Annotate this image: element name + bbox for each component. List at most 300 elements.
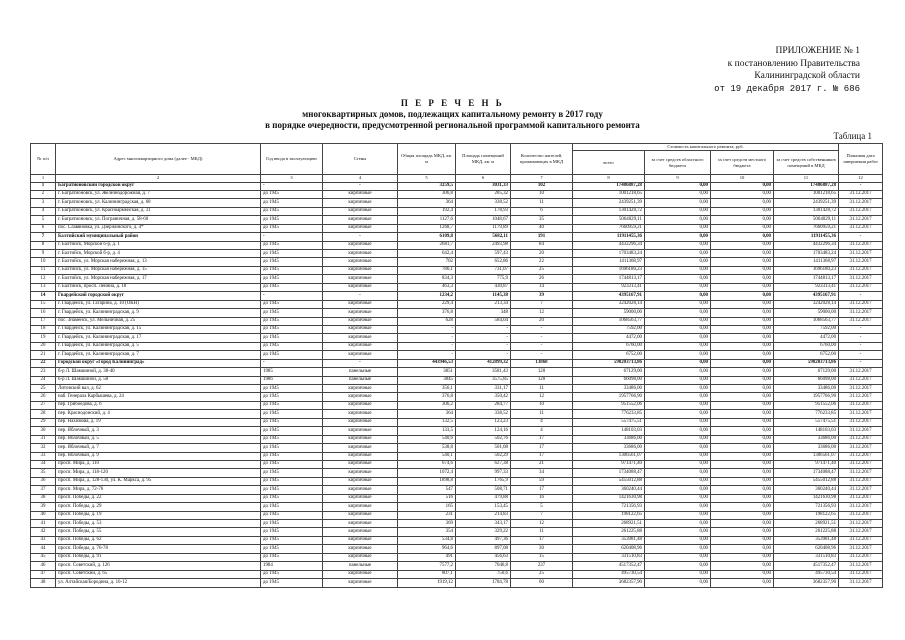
cell-regional: 0,00 (645, 190, 711, 198)
cell-area: 364 (398, 199, 456, 207)
cell-area: 3259,5 (398, 182, 456, 190)
cell-owners: 951552,06 (774, 401, 839, 409)
column-number: 7 (511, 175, 573, 183)
cell-total: 66098,00 (573, 376, 645, 384)
cell-premises: 652,86 (456, 258, 511, 266)
cell-year: до 1945 (261, 300, 323, 308)
cell-regional: 0,00 (645, 511, 711, 519)
cell-walls: кирпичные (323, 452, 398, 460)
cell-residents: 20 (511, 250, 573, 258)
cell-walls: кирпичные (323, 460, 398, 468)
table-row (31, 545, 883, 553)
col-cost-group: Стоимость капитального ремонта, руб. (573, 144, 839, 151)
cell-year: до 1945 (261, 553, 323, 561)
cell-deadline: 31.12.2017 (839, 241, 883, 249)
cell-deadline: 31.12.2017 (839, 368, 883, 376)
cell-address: г. Гвардейск, ул. Калининградская, д. 7 (56, 351, 261, 359)
cell-address: г. Гвардейск, ул. Гагарина, д. 10 (ОКН) (56, 300, 261, 308)
cell-regional: 0,00 (645, 494, 711, 502)
cell-year: до 1945 (261, 258, 323, 266)
cell-deadline: 31.12.2017 (839, 418, 883, 426)
cell-walls: кирпичные (323, 258, 398, 266)
table-row (31, 334, 883, 342)
cell-deadline: - (839, 233, 883, 241)
cell-address: просп. Победы, д. 62 (56, 536, 261, 544)
cell-deadline: - (839, 292, 883, 300)
cell-area: 1898,8 (398, 477, 456, 485)
cell-deadline: 31.12.2017 (839, 266, 883, 274)
cell-area: 356,1 (398, 385, 456, 393)
cell-owners: 4395167,91 (774, 292, 839, 300)
cell-area: 165 (398, 503, 456, 511)
cell-num: 18 (31, 325, 56, 333)
cell-num: 40 (31, 511, 56, 519)
cell-year: до 1945 (261, 334, 323, 342)
cell-residents: 102 (511, 182, 573, 190)
cell-num: 14 (31, 292, 56, 300)
cell-walls: кирпичные (323, 435, 398, 443)
cell-deadline: 31.12.2017 (839, 460, 883, 468)
cell-address: пер. Яблочный, д. 5 (56, 435, 261, 443)
cell-owners: 353981,48 (774, 536, 839, 544)
cell-residents: - (511, 342, 573, 350)
table-row (31, 368, 883, 376)
cell-local: 0,00 (711, 241, 774, 249)
cell-premises: 1765,9 (456, 477, 511, 485)
table-row (31, 393, 883, 401)
cell-address: г. Балтийск, ул. Морская набережная, д. 15 (56, 266, 261, 274)
cell-local: 0,00 (711, 418, 774, 426)
cell-premises: 213,34 (456, 300, 511, 308)
table-row (31, 241, 883, 249)
cell-local: 0,00 (711, 334, 774, 342)
cell-local: 0,00 (711, 250, 774, 258)
col-residents: Количество жителей, проживающих в МКД (511, 144, 573, 175)
cell-deadline: 31.12.2017 (839, 536, 883, 544)
cell-year: до 1945 (261, 250, 323, 258)
cell-residents: 26 (511, 275, 573, 283)
cell-local: 0,00 (711, 275, 774, 283)
table-row (31, 477, 883, 485)
table-group-row (31, 292, 883, 300)
cell-num: 10 (31, 258, 56, 266)
cell-owners: 33686,00 (774, 444, 839, 452)
cell-walls: кирпичные (323, 418, 398, 426)
cell-year: до 1945 (261, 469, 323, 477)
table-row (31, 520, 883, 528)
cell-local: 0,00 (711, 351, 774, 359)
cell-area: 376,8 (398, 309, 456, 317)
cell-owners: 17486887,28 (774, 182, 839, 190)
cell-area: 354 (398, 528, 456, 536)
cell-residents: 17 (511, 435, 573, 443)
cell-address: пер. Грибоедова, д. 6 (56, 401, 261, 409)
cell-regional: 0,00 (645, 444, 711, 452)
cell-residents: 39 (511, 292, 573, 300)
cell-num: 11 (31, 266, 56, 274)
cell-local: 0,00 (711, 385, 774, 393)
cell-address: г. Балтийск, Морской б-р, д. 4 (56, 250, 261, 258)
cell-year: до 1945 (261, 351, 323, 359)
cell-premises: 123,23 (456, 418, 511, 426)
decree-date: от 19 декабря 2017 г. № 686 (714, 83, 860, 94)
cell-area: 540,1 (398, 452, 456, 460)
cell-address: г. Багратионовск, ул. Пограничная, д. 58-60 (56, 216, 261, 224)
cell-total: 5455012,88 (573, 477, 645, 485)
cell-num: 22 (31, 359, 56, 367)
cell-residents: 13868 (511, 359, 573, 367)
cell-premises: 3581,43 (456, 368, 511, 376)
cell-address: просп. Победы, д. 76-78 (56, 545, 261, 553)
cell-deadline: 31.12.2017 (839, 283, 883, 291)
cell-local: 0,00 (711, 393, 774, 401)
table-row (31, 553, 883, 561)
cell-total: 5064029,11 (573, 216, 645, 224)
cell-premises: 1145,38 (456, 292, 511, 300)
cell-premises: 7046,8 (456, 562, 511, 570)
cell-year: до 1945 (261, 190, 323, 198)
cell-total: 1734088,47 (573, 469, 645, 477)
cell-walls: кирпичные (323, 401, 398, 409)
cell-total: 951552,06 (573, 401, 645, 409)
column-number: 8 (573, 175, 645, 183)
cell-area: 1127,6 (398, 216, 456, 224)
cell-regional: 0,00 (645, 376, 711, 384)
table-row (31, 351, 883, 359)
cell-area: 132,5 (398, 418, 456, 426)
cell-year: до 1945 (261, 486, 323, 494)
table-row (31, 418, 883, 426)
col-premises: Площадь помещений МКД, кв. м (456, 144, 511, 175)
cell-local: 0,00 (711, 477, 774, 485)
cell-deadline: 31.12.2017 (839, 300, 883, 308)
cell-residents: 17 (511, 536, 573, 544)
cell-walls: - (323, 359, 398, 367)
cell-local: 0,00 (711, 207, 774, 215)
cell-residents: 17 (511, 452, 573, 460)
cell-premises: 430,87 (456, 283, 511, 291)
cell-owners: 971471,40 (774, 460, 839, 468)
table-group-row (31, 182, 883, 190)
cell-deadline: 31.12.2017 (839, 199, 883, 207)
cell-total: 6760,00 (573, 342, 645, 350)
cell-year: до 1945 (261, 207, 323, 215)
approval-header (714, 45, 860, 95)
cell-regional: 0,00 (645, 351, 711, 359)
cell-num: 16 (31, 309, 56, 317)
cell-owners: 598203713,86 (774, 359, 839, 367)
table-row (31, 494, 883, 502)
cell-owners: 776233,85 (774, 410, 839, 418)
cell-address: просп. Советский, д. 65 (56, 570, 261, 578)
cell-deadline: 31.12.2017 (839, 579, 883, 587)
table-row (31, 579, 883, 587)
cell-residents: 11 (511, 199, 573, 207)
cell-address: просп. Победы, д. 55 (56, 528, 261, 536)
cell-total: 33686,00 (573, 444, 645, 452)
cell-owners: 1696180,23 (774, 266, 839, 274)
cell-regional: 0,00 (645, 427, 711, 435)
cell-year: до 1945 (261, 275, 323, 283)
cell-total: 33686,00 (573, 435, 645, 443)
col-num: № п/п (31, 144, 56, 175)
cell-regional: 0,00 (645, 452, 711, 460)
cell-area: 964,6 (398, 545, 456, 553)
column-number: 3 (261, 175, 323, 183)
cell-walls: кирпичные (323, 545, 398, 553)
cell-walls: кирпичные (323, 199, 398, 207)
cell-year: до 1945 (261, 503, 323, 511)
cell-area: 516 (398, 494, 456, 502)
cell-area: 534,8 (398, 536, 456, 544)
cell-total: 1306561,07 (573, 452, 645, 460)
cell-regional: 0,00 (645, 266, 711, 274)
cell-walls: кирпичные (323, 427, 398, 435)
title-word: П Е Р Е Ч Е Н Ь (400, 98, 505, 108)
cell-residents: 12 (511, 393, 573, 401)
cell-address: пос. Знаменск, ул. Мельничная, д. 25 (56, 317, 261, 325)
cell-total: 331510,83 (573, 553, 645, 561)
cell-walls: кирпичные (323, 275, 398, 283)
cell-residents: 11 (511, 528, 573, 536)
cell-residents: 4 (511, 418, 573, 426)
cell-walls: - (323, 292, 398, 300)
cell-area: 369 (398, 520, 456, 528)
cell-year: до 1945 (261, 325, 323, 333)
cell-regional: 0,00 (645, 545, 711, 553)
cell-premises: 584,04 (456, 317, 511, 325)
cell-address: пер. Нахимова, д. 19 (56, 418, 261, 426)
document-title (0, 98, 905, 131)
cell-local: 0,00 (711, 511, 774, 519)
cell-local: 0,00 (711, 190, 774, 198)
cell-total: 721356,93 (573, 503, 645, 511)
cell-num: 29 (31, 418, 56, 426)
cell-residents: 5 (511, 503, 573, 511)
cell-area: 364 (398, 410, 456, 418)
cell-owners: 33686,00 (774, 435, 839, 443)
cell-walls: кирпичные (323, 579, 398, 587)
cell-address: просп. Мира, д. 118-120 (56, 469, 261, 477)
cell-local: 0,00 (711, 427, 774, 435)
cell-local: 0,00 (711, 452, 774, 460)
cell-walls: панельные (323, 368, 398, 376)
cell-owners: 1001218,65 (774, 190, 839, 198)
cell-address: просп. Победы, д. 91 (56, 553, 261, 561)
col-deadline: Плановая дата завершения работ (839, 144, 883, 175)
cell-address: Городской округ «Город Калининград» (56, 359, 261, 367)
title-subtitle-1: многоквартирных домов, подлежащих капитальному ремонту в 2017 году (302, 109, 603, 119)
cell-owners: 5064029,11 (774, 216, 839, 224)
cell-deadline: 31.12.2017 (839, 469, 883, 477)
cell-year: до 1945 (261, 216, 323, 224)
cell-total: 268921,51 (573, 520, 645, 528)
cell-num: 39 (31, 503, 56, 511)
cell-local: 0,00 (711, 283, 774, 291)
column-number: 9 (645, 175, 711, 183)
table-label: Таблица 1 (833, 131, 872, 141)
cell-residents: 237 (511, 562, 573, 570)
cell-total: 198122,65 (573, 511, 645, 519)
cell-walls: кирпичные (323, 477, 398, 485)
cell-year: до 1945 (261, 520, 323, 528)
cell-premises: - (456, 351, 511, 359)
cell-premises: 502,76 (456, 435, 511, 443)
table-row (31, 300, 883, 308)
cell-area: 642,4 (398, 250, 456, 258)
cell-address: просп. Советский, д. 126 (56, 562, 261, 570)
cell-area: 547 (398, 486, 456, 494)
cell-owners: 4517352,47 (774, 562, 839, 570)
cell-deadline: - (839, 334, 883, 342)
cell-num: 3 (31, 199, 56, 207)
cell-regional: 0,00 (645, 334, 711, 342)
cell-year: до 1945 (261, 401, 323, 409)
cell-num: 19 (31, 334, 56, 342)
cell-area: 538,8 (398, 444, 456, 452)
cell-num: 15 (31, 300, 56, 308)
cell-owners: 3242028,14 (774, 300, 839, 308)
cell-address: г. Гвардейск, ул. Калининградская, д. 17 (56, 334, 261, 342)
cell-residents: 14 (511, 283, 573, 291)
cell-total: 6752,00 (573, 351, 645, 359)
cell-year: 1984 (261, 562, 323, 570)
cell-area: 192,4 (398, 207, 456, 215)
cell-regional: 0,00 (645, 401, 711, 409)
cell-walls: кирпичные (323, 216, 398, 224)
cell-premises: 214,83 (456, 511, 511, 519)
cell-area: 229,4 (398, 300, 456, 308)
cell-num: 20 (31, 342, 56, 350)
cell-deadline: 31.12.2017 (839, 275, 883, 283)
cell-year: до 1945 (261, 435, 323, 443)
cell-address: б-р Л. Шамшиной, д. 58 (56, 376, 261, 384)
cell-regional: 0,00 (645, 283, 711, 291)
cell-regional: 0,00 (645, 393, 711, 401)
cell-address: Багратионовский городской округ (56, 182, 261, 190)
cell-local: 0,00 (711, 376, 774, 384)
col-local: за счет средств местного бюджета (711, 151, 774, 175)
cell-num: 2 (31, 190, 56, 198)
cell-walls: кирпичные (323, 325, 398, 333)
cell-regional: 0,00 (645, 216, 711, 224)
cell-total: 1421630,98 (573, 494, 645, 502)
cell-regional: 0,00 (645, 309, 711, 317)
column-number-row (31, 175, 883, 183)
cell-address: просп. Победы, д. 53 (56, 520, 261, 528)
cell-area: 3845 (398, 376, 456, 384)
table-row (31, 410, 883, 418)
cell-deadline: 31.12.2017 (839, 494, 883, 502)
cell-year: - (261, 182, 323, 190)
cell-owners: 1411368,97 (774, 258, 839, 266)
cell-regional: 0,00 (645, 486, 711, 494)
cell-num: 32 (31, 444, 56, 452)
cell-num: 42 (31, 528, 56, 536)
cell-local: 0,00 (711, 359, 774, 367)
cell-walls: кирпичные (323, 494, 398, 502)
cell-residents: - (511, 351, 573, 359)
cell-area: 786,1 (398, 266, 456, 274)
cell-owners: 1703483,24 (774, 250, 839, 258)
cell-owners: 557475,51 (774, 418, 839, 426)
cell-year: - (261, 292, 323, 300)
cell-year: до 1945 (261, 494, 323, 502)
cell-area: 306,8 (398, 190, 456, 198)
cell-address: просп. Победы, д. 22 (56, 494, 261, 502)
cell-year: 1986 (261, 376, 323, 384)
cell-owners: 4432296,34 (774, 241, 839, 249)
cell-total: 923313,41 (573, 283, 645, 291)
cell-premises: 284,77 (456, 401, 511, 409)
cell-walls: кирпичные (323, 207, 398, 215)
cell-residents: 12 (511, 520, 573, 528)
cell-premises: 456,63 (456, 553, 511, 561)
cell-regional: 0,00 (645, 258, 711, 266)
cell-premises: 597,43 (456, 250, 511, 258)
cell-premises: 627,38 (456, 460, 511, 468)
cell-residents: 21 (511, 460, 573, 468)
cell-address: просп. Мира, д. 128-130, ул. К. Маркса, д. 95 (56, 477, 261, 485)
cell-residents: 7 (511, 511, 573, 519)
cell-premises: - (456, 342, 511, 350)
col-total: всего (573, 151, 645, 175)
cell-deadline: 31.12.2017 (839, 477, 883, 485)
cell-num: 27 (31, 401, 56, 409)
cell-premises: 5682,11 (456, 233, 511, 241)
table-row (31, 207, 883, 215)
cell-year: до 1945 (261, 385, 323, 393)
cell-owners: 1957766,90 (774, 393, 839, 401)
cell-owners: 1421630,98 (774, 494, 839, 502)
cell-area: 540,6 (398, 435, 456, 443)
table-row (31, 309, 883, 317)
cell-owners: 6752,00 (774, 351, 839, 359)
cell-num: 41 (31, 520, 56, 528)
cell-premises: 2493,98 (456, 241, 511, 249)
cell-deadline: - (839, 325, 883, 333)
cell-owners: 261225,88 (774, 528, 839, 536)
cell-owners: 620408,96 (774, 545, 839, 553)
cell-address: Гвардейский городской округ (56, 292, 261, 300)
cell-premises: 412899,32 (456, 359, 511, 367)
cell-deadline: 31.12.2017 (839, 435, 883, 443)
cell-year: до 1945 (261, 393, 323, 401)
cell-residents: 6 (511, 207, 573, 215)
cell-premises: 997,33 (456, 469, 511, 477)
cell-area: 628 (398, 317, 456, 325)
cell-total: 4432296,34 (573, 241, 645, 249)
cell-total: 4517352,47 (573, 562, 645, 570)
cell-local: 0,00 (711, 444, 774, 452)
cell-total: 11911455,36 (573, 233, 645, 241)
cell-total: 261225,88 (573, 528, 645, 536)
cell-address: г. Балтийск, просп. Ленина, д. 18 (56, 283, 261, 291)
cell-regional: 0,00 (645, 460, 711, 468)
cell-residents: 120 (511, 376, 573, 384)
cell-regional: 0,00 (645, 199, 711, 207)
cell-owners: 33486,00 (774, 385, 839, 393)
cell-area: 1919,12 (398, 579, 456, 587)
cell-num: 44 (31, 545, 56, 553)
cell-walls: кирпичные (323, 250, 398, 258)
table-row (31, 216, 883, 224)
cell-residents: 35 (511, 216, 573, 224)
col-owners: за счет средств собственников помещений в МКД (774, 151, 839, 175)
cell-year: - (261, 359, 323, 367)
cell-owners: 495730,54 (774, 570, 839, 578)
cell-walls: кирпичные (323, 536, 398, 544)
